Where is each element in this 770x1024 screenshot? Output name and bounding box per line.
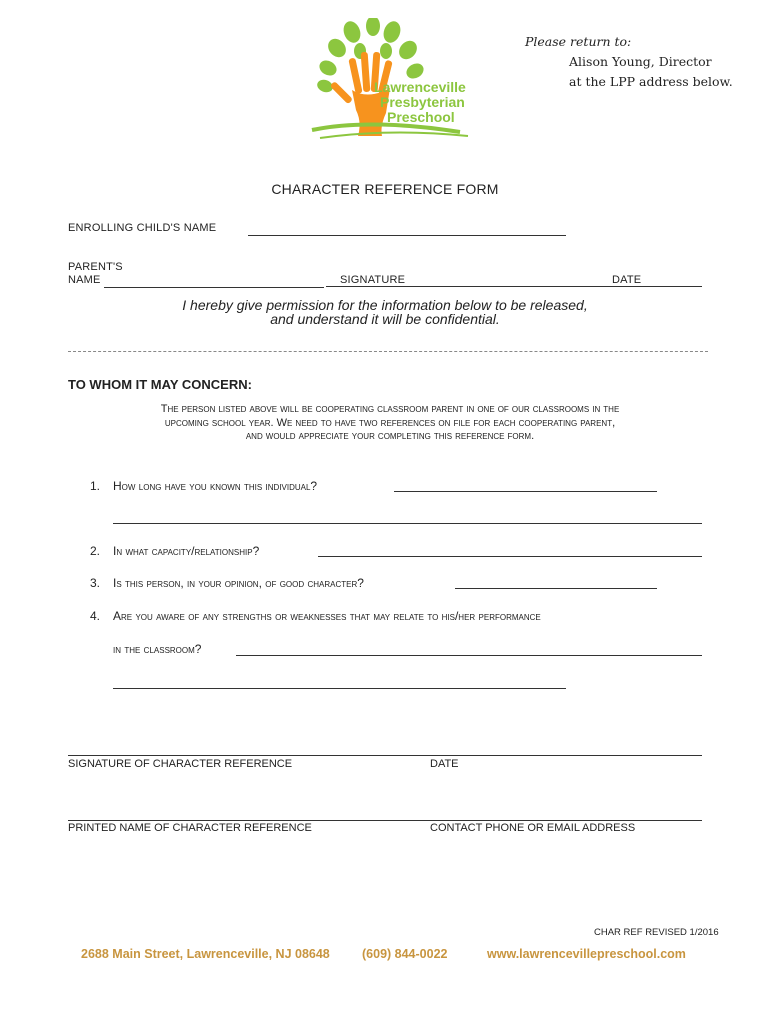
date-label: DATE: [612, 274, 642, 286]
parent-signature-field[interactable]: [326, 274, 610, 287]
question-1-text: How long have you known this individual?: [113, 479, 318, 493]
question-1-answer-line-2[interactable]: [113, 523, 702, 524]
signature-label: SIGNATURE: [340, 274, 406, 286]
intro-line-2: upcoming school year. We need to have two references on file for each cooperating parent,: [164, 416, 616, 429]
child-name-field[interactable]: [248, 235, 566, 236]
question-4-answer-field[interactable]: [236, 655, 702, 656]
reference-signature-label: SIGNATURE OF CHARACTER REFERENCE: [68, 758, 293, 770]
question-3-answer-field[interactable]: [455, 588, 657, 589]
reference-signature-field[interactable]: [68, 755, 702, 756]
logo-text-line2: Presbyterian: [380, 94, 465, 110]
permission-line-1: I hereby give permission for the information below to be released,: [182, 297, 588, 313]
intro-paragraph: [60, 403, 720, 444]
return-address-note: at the LPP address below.: [569, 74, 733, 89]
parents-name-label-line1: PARENT'S: [68, 261, 123, 273]
footer-phone: (609) 844-0022: [362, 947, 448, 961]
question-4-number: 4.: [90, 609, 101, 623]
return-name: Alison Young, Director: [569, 54, 712, 69]
permission-line-2: and understand it will be confidential.: [270, 311, 500, 327]
revision-note: CHAR REF REVISED 1/2016: [594, 927, 719, 938]
question-3-number: 3.: [90, 576, 101, 590]
question-4-text-line-2: in the classroom?: [113, 642, 202, 656]
parents-name-label-line2: NAME: [68, 274, 101, 286]
footer-address: 2688 Main Street, Lawrenceville, NJ 08648: [81, 947, 330, 961]
question-1-number: 1.: [90, 479, 101, 493]
logo-text-line1: Lawrenceville: [374, 79, 466, 95]
child-name-label: ENROLLING CHILD'S NAME: [68, 222, 217, 234]
question-1-answer-field[interactable]: [394, 491, 657, 492]
question-4-text-line-1: Are you aware of any strengths or weaknesses that may relate to his/her performance: [113, 609, 541, 623]
question-2-number: 2.: [90, 544, 101, 558]
form-title: CHARACTER REFERENCE FORM: [271, 181, 499, 197]
concern-heading: TO WHOM IT MAY CONCERN:: [68, 377, 252, 392]
intro-line-1: The person listed above will be cooperating classroom parent in one of our classrooms in the: [160, 403, 620, 415]
question-3-text: Is this person, in your opinion, of good character?: [113, 576, 364, 590]
parent-date-field[interactable]: [610, 274, 702, 287]
section-divider: [68, 351, 708, 352]
question-4-answer-line-2[interactable]: [113, 688, 566, 689]
parents-name-field[interactable]: [104, 287, 324, 288]
school-logo: [300, 18, 475, 146]
intro-line-3: and would appreciate your completing this reference form.: [245, 430, 535, 442]
footer-website[interactable]: www.lawrencevillepreschool.com: [487, 947, 686, 961]
logo-text-line3: Preschool: [387, 109, 455, 125]
contact-label: CONTACT PHONE OR EMAIL ADDRESS: [430, 822, 636, 834]
return-label: Please return to:: [525, 34, 632, 49]
printed-name-label: PRINTED NAME OF CHARACTER REFERENCE: [68, 822, 312, 834]
question-2-text: In what capacity/relationship?: [113, 544, 260, 558]
reference-printed-name-field[interactable]: [68, 820, 702, 821]
question-2-answer-field[interactable]: [318, 556, 702, 557]
permission-statement: [0, 298, 770, 326]
reference-date-label: DATE: [430, 758, 459, 770]
